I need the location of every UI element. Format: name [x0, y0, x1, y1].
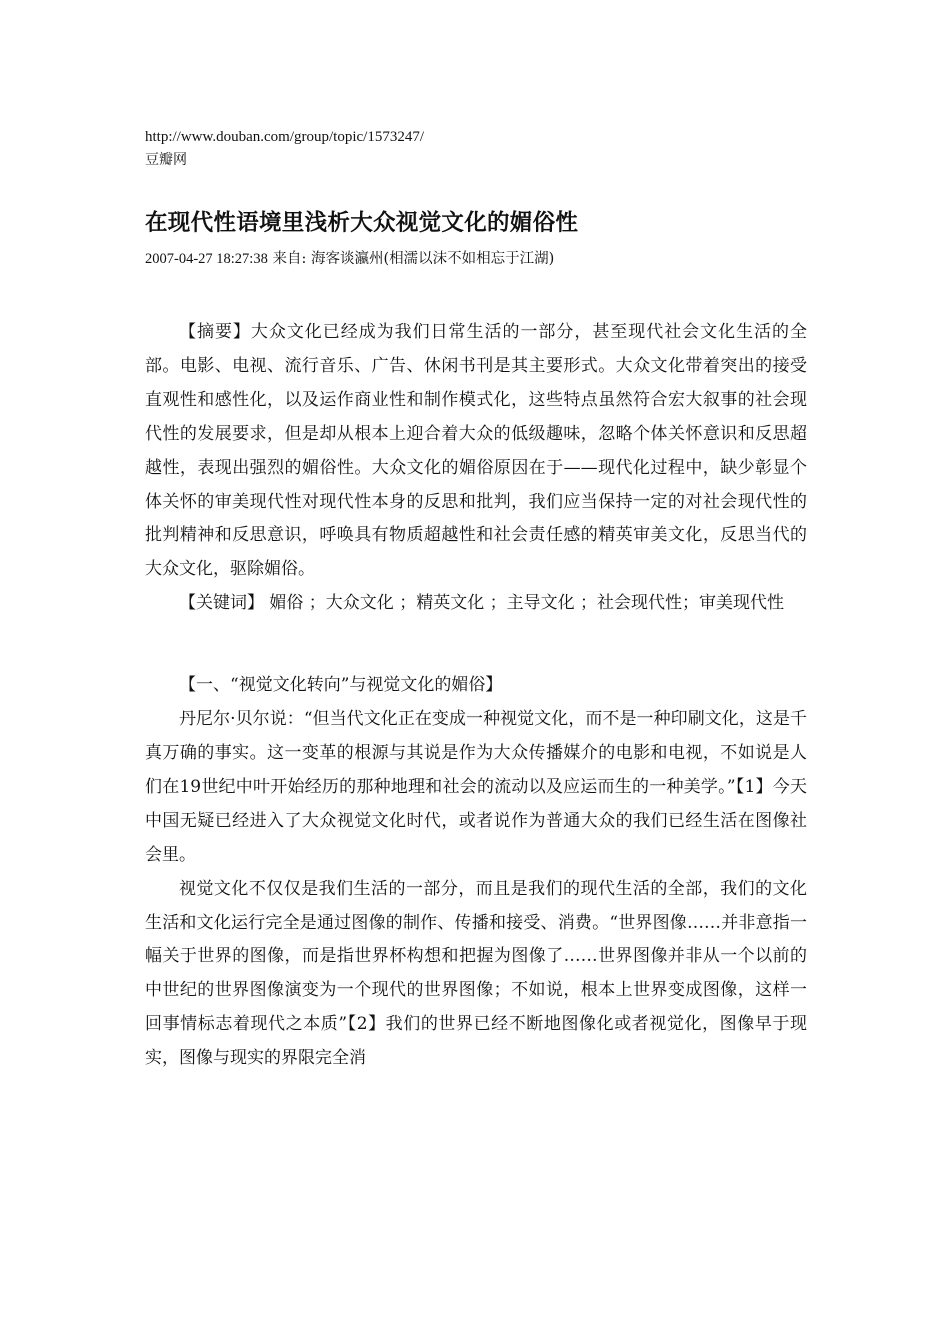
- section-spacer: [145, 621, 807, 669]
- abstract-paragraph: 【摘要】大众文化已经成为我们日常生活的一部分，甚至现代社会文化生活的全部。电影、电视、流行音乐、广告、休闲书刊是其主要形式。大众文化带着突出的接受直观性和感性化，以及运作商业性和制作模式化，这些特点虽然符合宏大叙事的社会现代性的发展要求，但是却从根本上迎合着大众的低级趣味，忽略个体关怀意识和反思超越性，表现出强烈的媚俗性。大众文化的媚俗原因在于——现代化过程中，缺少彰显个体关怀的审美现代性对现代性本身的反思和批判，我们应当保持一定的对社会现代性的批判精神和反思意识，呼唤具有物质超越性和社会责任感的精英审美文化，反思当代的大众文化，驱除媚俗。: [145, 322, 807, 580]
- keywords-paragraph: 【关键词】 媚俗 ；大众文化 ；精英文化 ；主导文化 ；社会现代性；审美现代性: [179, 593, 785, 614]
- section-heading: 【一、“视觉文化转向”与视觉文化的媚俗】: [179, 675, 503, 696]
- post-date: 2007-04-27 18:27:38: [145, 251, 268, 267]
- body-paragraph: 丹尼尔·贝尔说：“但当代文化正在变成一种视觉文化，而不是一种印刷文化，这是千真万确的事实。这一变革的根源与其说是作为大众传播媒介的电影和电视，不如说是人们在19世纪中叶开始经历的那种地理和社会的流动以及应运而生的一种美学。”【1】今天中国无疑已经进入了大众视觉文化时代，或者说作为普通大众的我们已经生活在图像社会里。: [145, 709, 807, 865]
- author: 海客谈瀛州(相濡以沫不如相忘于江湖): [310, 251, 555, 267]
- article-title: 在现代性语境里浅析大众视觉文化的媚俗性: [145, 210, 579, 236]
- source-url[interactable]: http://www.douban.com/group/topic/1573247/: [145, 129, 425, 145]
- source-site: 豆瓣网: [145, 152, 187, 168]
- article-body: [145, 316, 807, 1076]
- from-label: 来自:: [272, 251, 307, 267]
- article-meta: [145, 249, 554, 269]
- body-paragraph: 视觉文化不仅仅是我们生活的一部分，而且是我们的现代生活的全部，我们的文化生活和文化运行完全是通过图像的制作、传播和接受、消费。“世界图像……并非意指一幅关于世界的图像，而是指世界杯构想和把握为图像了……世界图像并非从一个以前的中世纪的世界图像演变为一个现代的世界图像；不如说，根本上世界变成图像，这样一回事情标志着现代之本质”【2】我们的世界已经不断地图像化或者视觉化，图像早于现实，图像与现实的界限完全消: [145, 878, 807, 1069]
